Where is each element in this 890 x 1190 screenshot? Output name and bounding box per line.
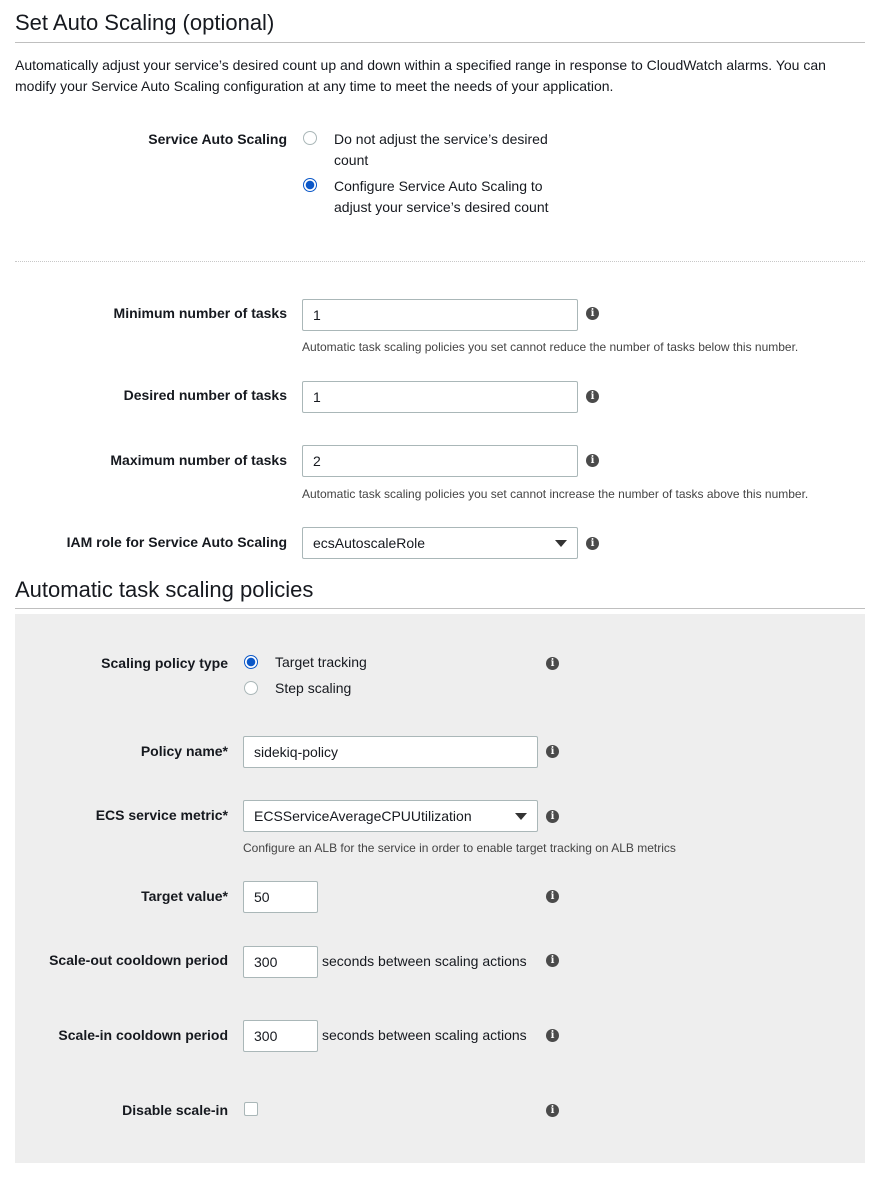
max-tasks-input[interactable]: 2 bbox=[302, 445, 578, 477]
info-icon[interactable]: i bbox=[546, 657, 559, 670]
section-divider bbox=[15, 42, 865, 43]
ecs-metric-label: ECS service metric* bbox=[95, 807, 228, 823]
desired-tasks-label: Desired number of tasks bbox=[123, 387, 287, 403]
section-description: Automatically adjust your service’s desired count up and down within a specified range in response to CloudWatch alarms. You can modify your Service Auto Scaling configuration at any time to meet the needs of your application. bbox=[15, 57, 826, 94]
max-tasks-label: Maximum number of tasks bbox=[110, 452, 287, 468]
info-icon[interactable]: i bbox=[586, 537, 599, 550]
ecs-metric-value: ECSServiceAverageCPUUtilization bbox=[254, 808, 472, 824]
iam-role-label: IAM role for Service Auto Scaling bbox=[66, 534, 287, 550]
info-icon[interactable]: i bbox=[546, 890, 559, 903]
ecs-metric-select[interactable] bbox=[243, 800, 538, 832]
min-tasks-label: Minimum number of tasks bbox=[113, 305, 287, 321]
info-icon[interactable]: i bbox=[546, 810, 559, 823]
info-icon[interactable]: i bbox=[546, 954, 559, 967]
info-icon[interactable]: i bbox=[586, 307, 599, 320]
option-configure-auto-scaling-label[interactable]: Configure Service Auto Scaling to adjust your service’s desired count bbox=[334, 178, 549, 215]
option-do-not-adjust-label[interactable]: Do not adjust the service’s desired count bbox=[334, 131, 548, 168]
radio-do-not-adjust[interactable] bbox=[303, 131, 317, 145]
info-icon[interactable]: i bbox=[586, 390, 599, 403]
info-icon[interactable]: i bbox=[546, 1104, 559, 1117]
section-divider bbox=[15, 608, 865, 609]
scale-out-suffix: seconds between scaling actions bbox=[322, 953, 527, 969]
min-tasks-help: Automatic task scaling policies you set cannot reduce the number of tasks below this number. bbox=[302, 340, 799, 354]
target-value-label: Target value* bbox=[141, 888, 228, 904]
radio-target-tracking[interactable] bbox=[244, 655, 258, 669]
iam-role-value: ecsAutoscaleRole bbox=[313, 535, 426, 551]
disable-scale-in-checkbox[interactable] bbox=[244, 1102, 258, 1116]
chevron-down-icon bbox=[555, 540, 567, 547]
info-icon[interactable]: i bbox=[546, 745, 559, 758]
target-value-input[interactable]: 50 bbox=[243, 881, 318, 913]
option-step-scaling-label[interactable]: Step scaling bbox=[275, 680, 352, 696]
scale-out-label: Scale-out cooldown period bbox=[49, 952, 228, 968]
radio-configure-auto-scaling[interactable] bbox=[303, 178, 317, 192]
info-icon[interactable]: i bbox=[546, 1029, 559, 1042]
section-title-scaling-policies: Automatic task scaling policies bbox=[15, 577, 314, 602]
scale-out-input[interactable]: 300 bbox=[243, 946, 318, 978]
dotted-divider bbox=[15, 261, 865, 262]
policy-name-input[interactable]: sidekiq-policy bbox=[243, 736, 538, 768]
service-auto-scaling-label: Service Auto Scaling bbox=[148, 131, 287, 147]
ecs-metric-help: Configure an ALB for the service in order to enable target tracking on ALB metrics bbox=[243, 841, 676, 855]
option-target-tracking-label[interactable]: Target tracking bbox=[275, 654, 367, 670]
scale-in-input[interactable]: 300 bbox=[243, 1020, 318, 1052]
iam-role-select[interactable] bbox=[302, 527, 578, 559]
scale-in-suffix: seconds between scaling actions bbox=[322, 1027, 527, 1043]
desired-tasks-input[interactable]: 1 bbox=[302, 381, 578, 413]
section-title-auto-scaling: Set Auto Scaling (optional) bbox=[15, 10, 275, 35]
radio-step-scaling[interactable] bbox=[244, 681, 258, 695]
scale-in-label: Scale-in cooldown period bbox=[58, 1027, 228, 1043]
max-tasks-help: Automatic task scaling policies you set cannot increase the number of tasks above this number. bbox=[302, 487, 809, 501]
policy-name-label: Policy name* bbox=[140, 743, 228, 759]
chevron-down-icon bbox=[515, 813, 527, 820]
policy-type-label: Scaling policy type bbox=[101, 655, 228, 671]
min-tasks-input[interactable]: 1 bbox=[302, 299, 578, 331]
disable-scale-in-label: Disable scale-in bbox=[122, 1102, 228, 1118]
info-icon[interactable]: i bbox=[586, 454, 599, 467]
